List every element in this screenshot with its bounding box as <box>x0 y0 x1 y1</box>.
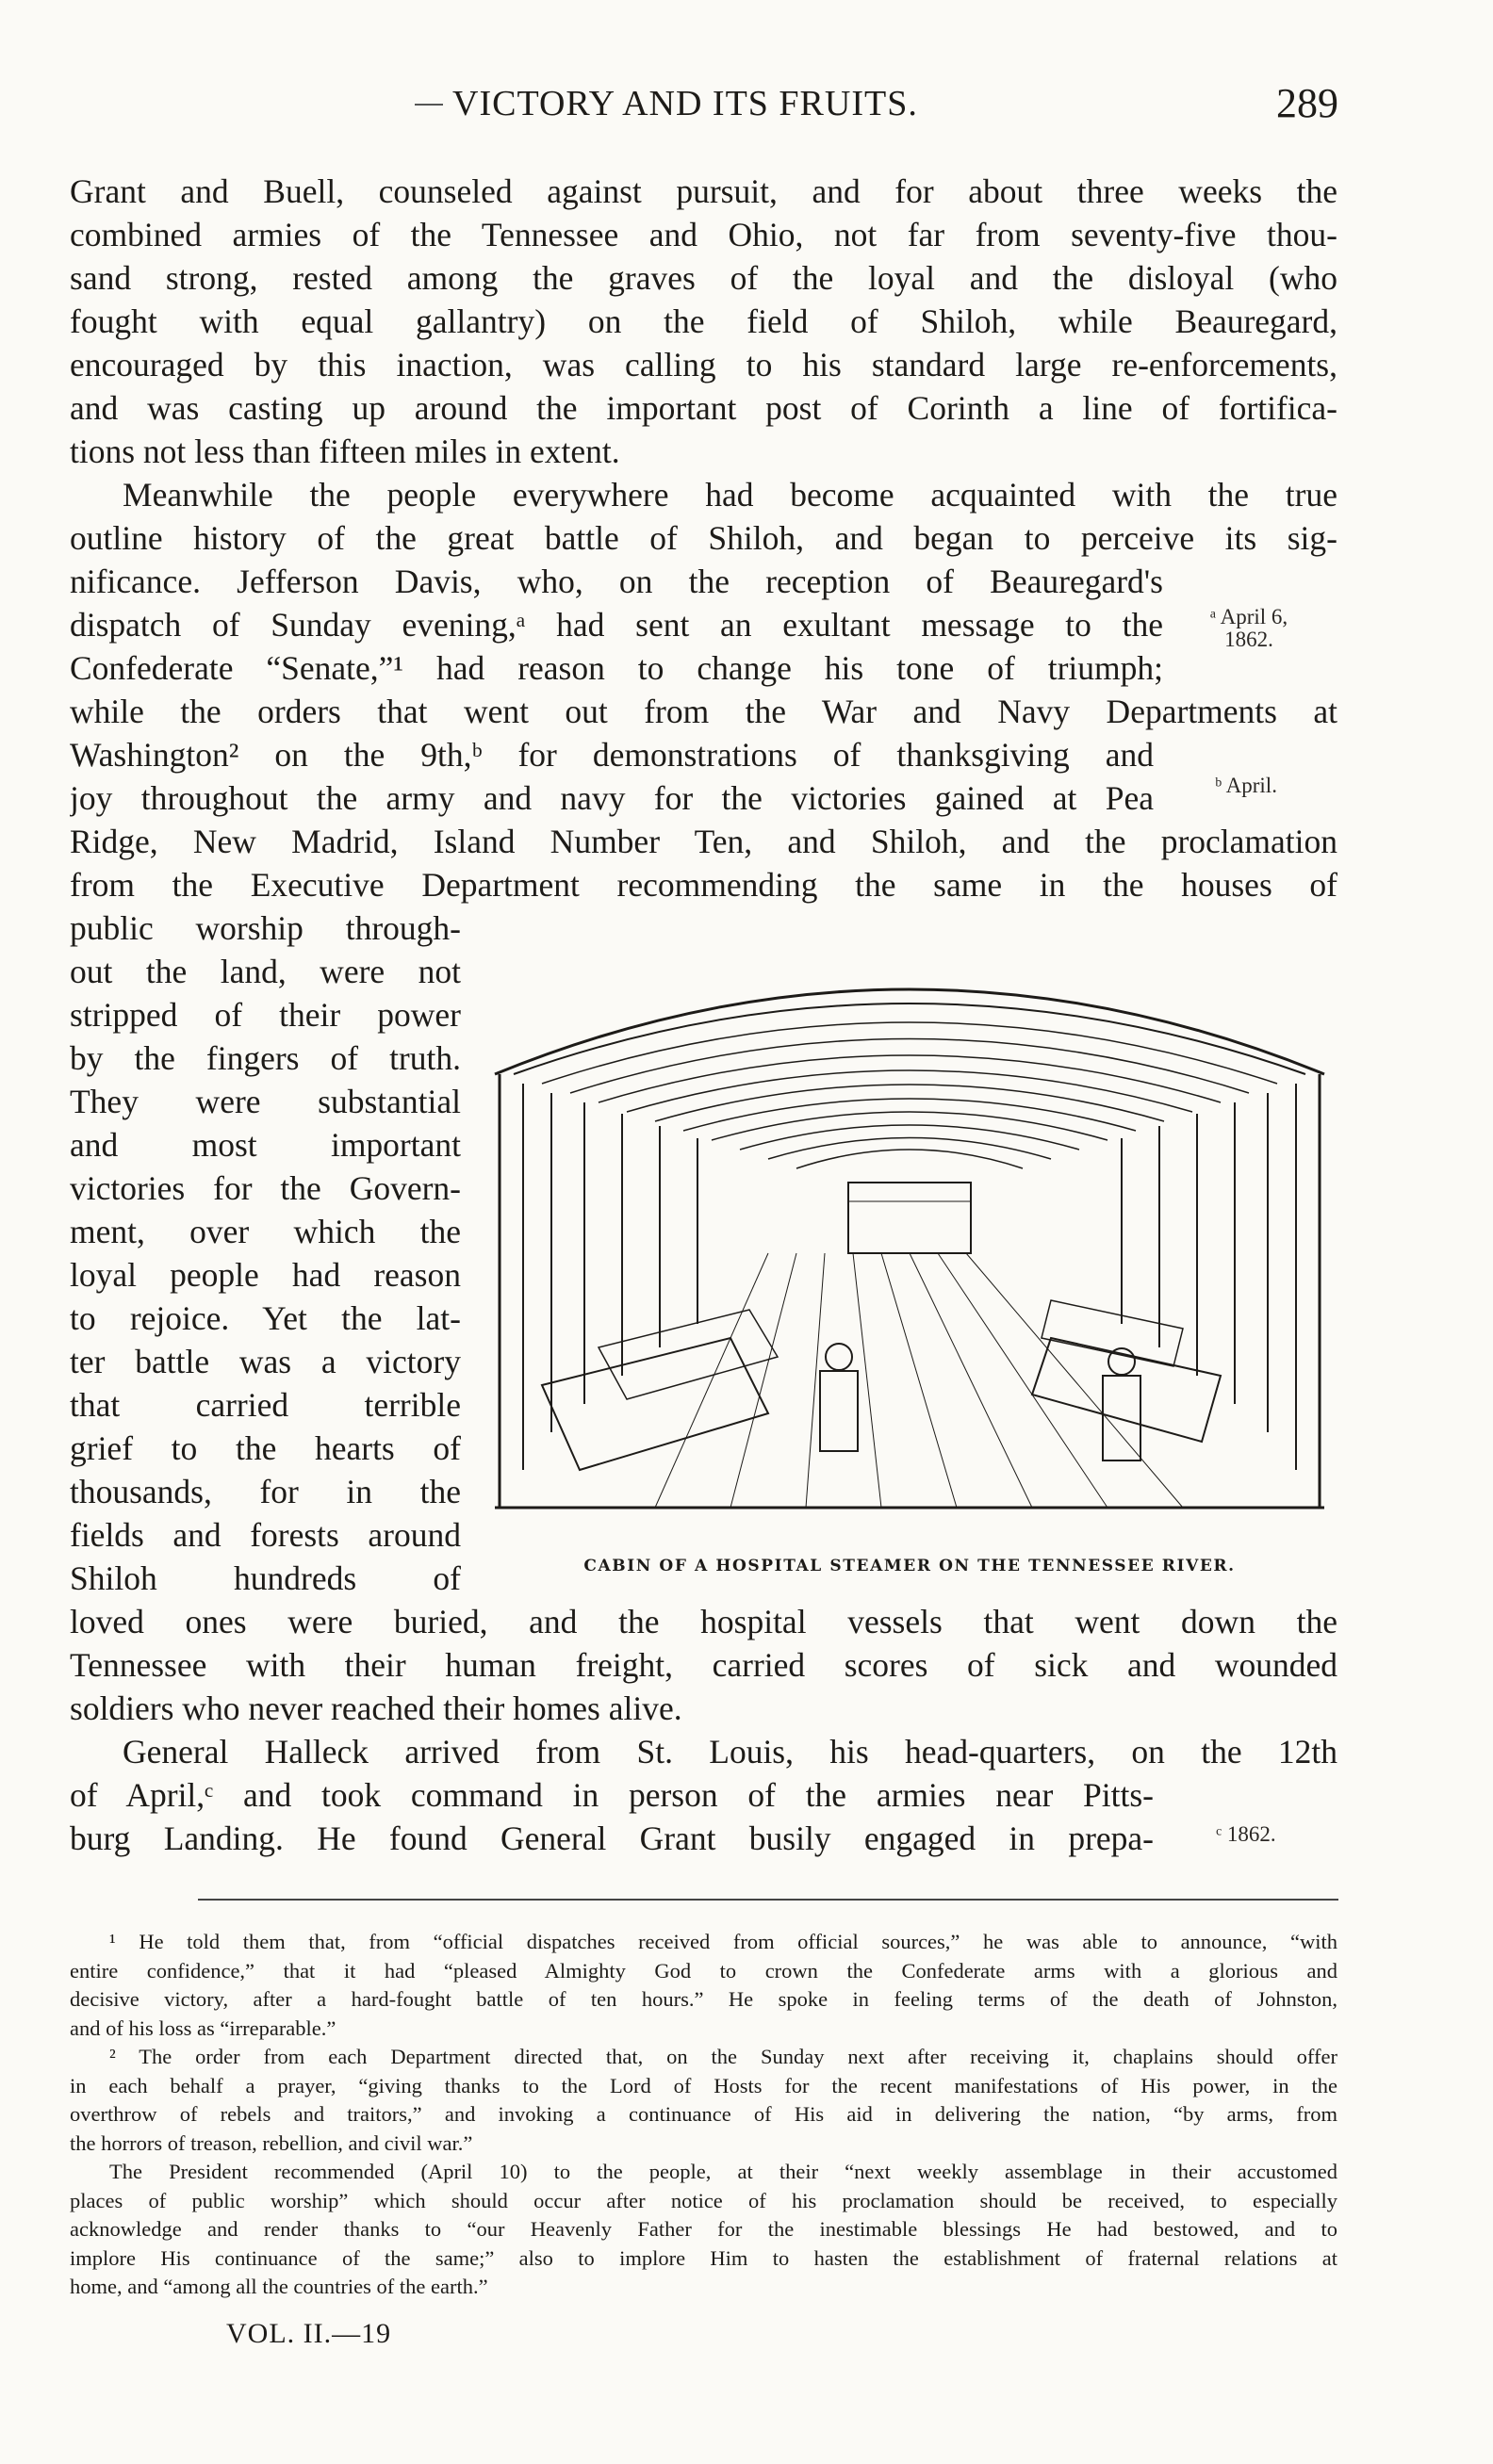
text-line: loved ones were buried, and the hospital vessels that went down the <box>70 1603 1337 1640</box>
footnote-line: ¹ He told them that, from “official dispatches received from official sources,” he was able to announce, “with <box>109 1930 1337 1953</box>
text-line: public worship through- <box>70 909 461 947</box>
text-line: fought with equal gallantry) on the field of Shiloh, while Beauregard, <box>70 302 1337 340</box>
text-line: sand strong, rested among the graves of the loyal and the disloyal (who <box>70 259 1337 297</box>
text-line: burg Landing. He found General Grant busily engaged in prepa- <box>70 1819 1154 1857</box>
text-line: Confederate “Senate,”¹ had reason to change his tone of triumph; <box>70 649 1163 687</box>
text-line: ter battle was a victory <box>70 1343 461 1380</box>
footnote-line: the horrors of treason, rebellion, and civil war.” <box>70 2130 473 2155</box>
text-line: General Halleck arrived from St. Louis, his head-quarters, on the 12th <box>123 1733 1337 1770</box>
text-line: thousands, for in the <box>70 1473 461 1510</box>
text-line: while the orders that went out from the War and Navy Departments at <box>70 693 1337 730</box>
text-line: soldiers who never reached their homes alive. <box>70 1689 682 1727</box>
text-line: to rejoice. Yet the lat- <box>70 1299 461 1337</box>
running-title: VICTORY AND ITS FRUITS. <box>452 84 918 123</box>
text-line: tions not less than fifteen miles in extent. <box>70 432 620 470</box>
footnote-line: and of his loss as “irreparable.” <box>70 2015 336 2040</box>
text-line: from the Executive Department recommending the same in the houses of <box>70 866 1337 904</box>
footnotes <box>70 1928 1337 2302</box>
body-text-top <box>70 170 1337 906</box>
hospital-steamer-engraving <box>485 942 1334 1541</box>
text-line: and most important <box>70 1126 461 1164</box>
text-line: Shiloh hundreds of <box>70 1559 461 1597</box>
text-line: by the fingers of truth. <box>70 1039 461 1077</box>
text-line: Washington² on the 9th,ᵇ for demonstrations of thanksgiving and <box>70 736 1154 774</box>
text-line: dispatch of Sunday evening,ᵃ had sent an exultant message to the <box>70 606 1163 644</box>
text-line: victories for the Govern- <box>70 1169 461 1207</box>
text-line: Grant and Buell, counseled against pursuit, and for about three weeks the <box>70 172 1337 210</box>
page-number: 289 <box>1276 80 1338 126</box>
figure-caption: CABIN OF A HOSPITAL STEAMER ON THE TENNESSEE RIVER. <box>583 1557 1236 1575</box>
text-line: grief to the hearts of <box>70 1429 461 1467</box>
running-header <box>415 77 1338 134</box>
footnote-line: entire confidence,” that it had “pleased Almighty God to crown the Confederate arms with a glorious and <box>70 1958 1337 1983</box>
body-text-bottom <box>70 1600 1337 1860</box>
text-line: and was casting up around the important post of Corinth a line of fortifica- <box>70 389 1337 427</box>
text-line: joy throughout the army and navy for the victories gained at Pea <box>70 779 1154 817</box>
text-line: Tennessee with their human freight, carried scores of sick and wounded <box>70 1646 1337 1684</box>
text-line: stripped of their power <box>70 996 461 1034</box>
footnote-line: overthrow of rebels and traitors,” and invoking a continuance of His aid in delivering the nation, “by arms, from <box>70 2102 1337 2126</box>
text-line: Ridge, New Madrid, Island Number Ten, and Shiloh, and the proclamation <box>70 823 1337 860</box>
footnote-line: ² The order from each Department directed that, on the Sunday next after receiving it, chaplains should offer <box>109 2045 1337 2068</box>
text-line: ment, over which the <box>70 1213 461 1250</box>
footnote-line: places of public worship” which should occur after notice of his proclamation should be received, to especially <box>70 2188 1337 2212</box>
footnote-line: implore His continuance of the same;” also to implore Him to hasten the establishment of fraternal relations at <box>70 2245 1337 2270</box>
footnote-line: The President recommended (April 10) to the people, at their “next weekly assemblage in their accustomed <box>109 2160 1337 2183</box>
text-line: that carried terrible <box>70 1386 461 1424</box>
text-line: of April,ᶜ and took command in person of the armies near Pitts- <box>70 1776 1154 1814</box>
footnote-divider <box>198 1899 1338 1901</box>
text-line: Meanwhile the people everywhere had become acquainted with the true <box>123 476 1337 514</box>
margin-note-b: ᵇ April. <box>1215 774 1277 797</box>
text-line: outline history of the great battle of Shiloh, and began to perceive its sig- <box>70 519 1337 557</box>
text-line: combined armies of the Tennessee and Ohio, not far from seventy-five thou- <box>70 216 1337 253</box>
text-line: loyal people had reason <box>70 1256 461 1294</box>
text-line: fields and forests around <box>70 1516 461 1554</box>
footnote-line: decisive victory, after a hard-fought battle of ten hours.” He spoke in feeling terms of the death of Johnston, <box>70 1987 1337 2011</box>
footnote-line: home, and “among all the countries of the earth.” <box>70 2275 488 2298</box>
text-line: out the land, were not <box>70 953 461 990</box>
margin-note-c: ᶜ 1862. <box>1216 1822 1276 1846</box>
footnote-line: in each behalf a prayer, “giving thanks to the Lord of Hosts for the recent manifestations of His power, in the <box>70 2073 1337 2097</box>
text-line: nificance. Jefferson Davis, who, on the reception of Beauregard's <box>70 563 1163 600</box>
signature-mark: VOL. II.—19 <box>226 2318 392 2349</box>
footnote-line: acknowledge and render thanks to “our Heavenly Father for the inestimable blessings He had bestowed, and to <box>70 2217 1337 2241</box>
text-line: encouraged by this inaction, was calling to his standard large re-enforcements, <box>70 346 1337 383</box>
margin-note-a: ᵃ April 6, 1862. <box>1209 605 1288 651</box>
header-dash <box>415 104 443 106</box>
text-line: They were substantial <box>70 1083 461 1120</box>
